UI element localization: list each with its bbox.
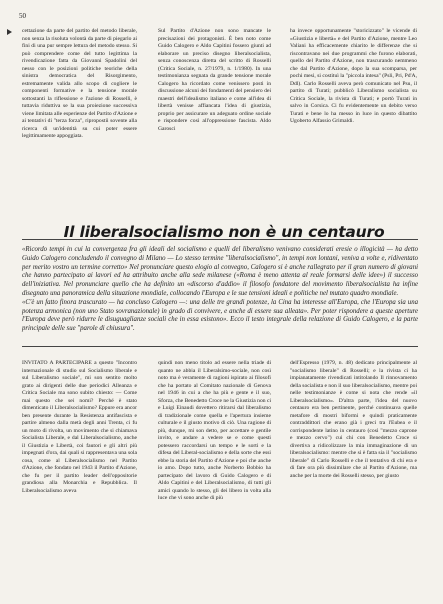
column-1-text: cettazione da parte del partito del metodo liberale, non senza la risoluta volontà da parte di piegarlo ai fini di una pur sempre lettura del metodo stesso. Si può comprendere come del tutto legittima la rivendicazione fatta da Giovanni Spadolini del nesso con le posizioni politiche teoriche della sinistra democratica del Risorgimento, estremamente valida allo scopo di cogliere le componenti formative e la tensione morale sottostanti la riflessione e l'azione di Rosselli, è tuttavia riduttiva se la sua proiezione successiva viene limitata alle esperienze del Partito d'Azione e ai tentativi di "terza forza", ripropostii sovente alla ricerca di un'identità su cui poter essere legittimamente appoggiata. (22, 28, 137, 139)
body-column-2 (158, 360, 271, 503)
body-column-1-text: INVITATO A PARTECIPARE a questo "Incontro internazionale di studio sul Socialismo liberale e sul Liberalismo sociale", mi son sentito molto grato ai dirigenti delle due periodici Alleanza e Critica Sociale ma sono subito chiesto: — Come mai questo che sei nomi? Perché è stato dimenticato il Liberalsocialismo? Eppure era ancor ben presente durante la Resistenza antifascista e partire almeno dalla metà degli anni Trenta, ci fu un moto di rivolta, un movimento che si chiamava Socialista Liberale, e dal Liberalsocialismo, anche il Giustizia e Libertà, coi fautori e gli altri più impegnati d'ora, dai quali si rappresentava una sola cosa, come al Liberalsocialismo nel Partito d'Azione, che fondato nel 1943 il Partito d'Azione, che fu per il partito leader dell'oppositorie grandiosa alla Monarchia e Repubblica. Il Liberalsocialismo aveva (22, 360, 137, 494)
column-2 (158, 28, 271, 133)
column-3-text: ha invece opportunamente "storicizzato" le vicende di «Giustizia e libertà» e del Partito d'Azione, mentre Leo Valiani ha efficacemente chiarito le differenze che si riscontravano nei due programmi che furono elaborati, quello del Partito d'Azione, non trascurando nemmeno che dal Partito d'Azione, dopo la sua scomparsa, per pochi mesi, si costituì la "piccola intesa" (Psli, Pri, Pd'A, Ddl). Carlo Rosselli aveva però comunicato nel Psu, il partito di Turati; pubblicò Liberalismo socialista su Critica Sociale, la rivista di Turati; e portò Turati in salvo in Corsica. Ci fu evidentemente un debito verso Turati e bene lo ha messo in luce in questo dibattito Ugoberto Alfassio Grimaldi. (290, 28, 417, 124)
column-2-text: Sul Partito d'Azione non sono mancate le precisazioni dei protagonisti. È ben noto come Guido Calogero e Aldo Capitini fossero giunti ad elaborare un preciso disegno liberalsocialista, senza conoscenza diretta del scritto di Rosselli (Critica Sociale, n. 27/1979, n. 1/1980). In una testimonianza segnata da grande tensione morale Calogero ha ricordato come venissero posti in discussione alcuni dei fondamenti del pensiero dei maestri dell'idealismo italiano e come all'idea di libertà venisse affiancata l'idea di giustizia, proprio per assicurare un adeguato ordine sociale e rispondere così all'oppressione fascista. Aldo Garosci (158, 28, 271, 132)
body-column-1 (22, 360, 137, 495)
column-1 (22, 28, 137, 141)
article-headline: Il liberalsocialismo non è un centauro (63, 223, 385, 241)
page-number: 50 (19, 12, 26, 20)
body-column-3 (290, 360, 417, 480)
body-column-2-text: quindi non meno titolo ad essere nella triade di quanto ne abbia il Liberalsimo-sociale, non così noto ma è veramente di ragioni ispirato ai filosofi che ha portato al Comitato nazionale di Genova nel 1946 in cui a che ha più e gente e il suo, Sforza, che Benedetto Croce ne la Giustizia non ci e Luigi Einaudi dovettero ritirarsi dal liberalismo di tradizionale come quella e l'apertura insieme culturale e il giusto motivo di ciò. Una ragione di più, dunque, mi son detto, per accettare e gentile invito, e andare a vedere se e come questi potessero raccordarsi un tempo e le sorti e la difesa del Liberal-socialismo e della sorte che essi ebbe la storia del Partito d'Azione e poi che anche io amo. Dopo tutto, anche Norberto Bobbio ha partecipato del lavoro di Guido Calogero e di Aldo Capitini e del Liberalsocialismo, di tutti gli amici quando lo stesso, gli dei libero in volta alla luce che vi sono anche di più (158, 360, 271, 501)
continuation-arrow-icon (7, 29, 12, 35)
lead-paragraph-2: «C'è un fatto finora trascurato — ha concluso Calogero —: una delle tre grandi potenze, la Cina ha interesse all'Europa, che l'Europa sia una potenza armonica (non uno Stato sovranazionale) in grado di convivere, e anche di essere sua alleata». Per poter rispondere a queste aperture l'Europa deve però ridurre le disuguaglianze sociali che in essa esistono». Ecco il testo integrale della relazione di Guido Calogero, e la parte principale delle sue "parole di chiusura". (22, 298, 418, 333)
divider-bottom (22, 346, 418, 347)
column-3 (290, 28, 417, 126)
body-column-3-text: dell'Espresso (1979, n. 48) dedicato principalmente al "socialismo liberale" di Rosselli; e la rivista ci ha impianatamente rivendicati intitolando Il rinnovamento della socialista e non il suo liberalsocialismo, mentre poi nelle testimonianze è come si nota che rende «il Liberalsocialismo». D'altra parte, l'idea del nuovo centauro era ben pertinente, perché continuava quelle metafore di mostri biformi e quindi praticamente contraddittori che erano già i greci tra l'Eubea e il corrispondente latino in centauro (così "mezzo caprone e mezzo cervo") cui chi con Benedetto Croce si divertiva a ridicolizzare la mia immaginazione di un liberalsocialismo: mentre che sì è fatta sia il "socialismo liberale" di Carlo Rosselli e che il tentativo di chi era e di fare ora più dissimilare che al Partito d'Azione, ma anche per la morte dei Rosselli stesso, per giusto (290, 360, 417, 479)
article-lead (22, 246, 418, 334)
lead-paragraph-1: «Ricordo tempi in cui la convergenza fra gli ideali del socialismo e quelli del liberalismo venivano considerati eresie o illogicità — ha detto Guido Calogero concludendo il convegno di Milano — Lo stesso termine "liberalsocialismo", in tempi non lontani, veniva a volte e, ridiventato per merito vostro un termine corretto» Nel pronunciare questo elogio al convegno, Calogero si è anche rallegrato per il gran numero di giovani che hanno partecipato ai lavori ed ha attribuito anche alla sede milanese («Roma è meno attenta al reale formarsi delle idee») il successo dell'iniziativa. Nel pronunciare quello che ha definito un «discorso d'addio» il filosofo fondatore del movimento liberalsocialista ha infine disegnato una panoramica della situazione mondiale, collocando l'Europa e le sue tensioni ideali e politiche nel mutato quadro mondiale. (22, 246, 418, 297)
